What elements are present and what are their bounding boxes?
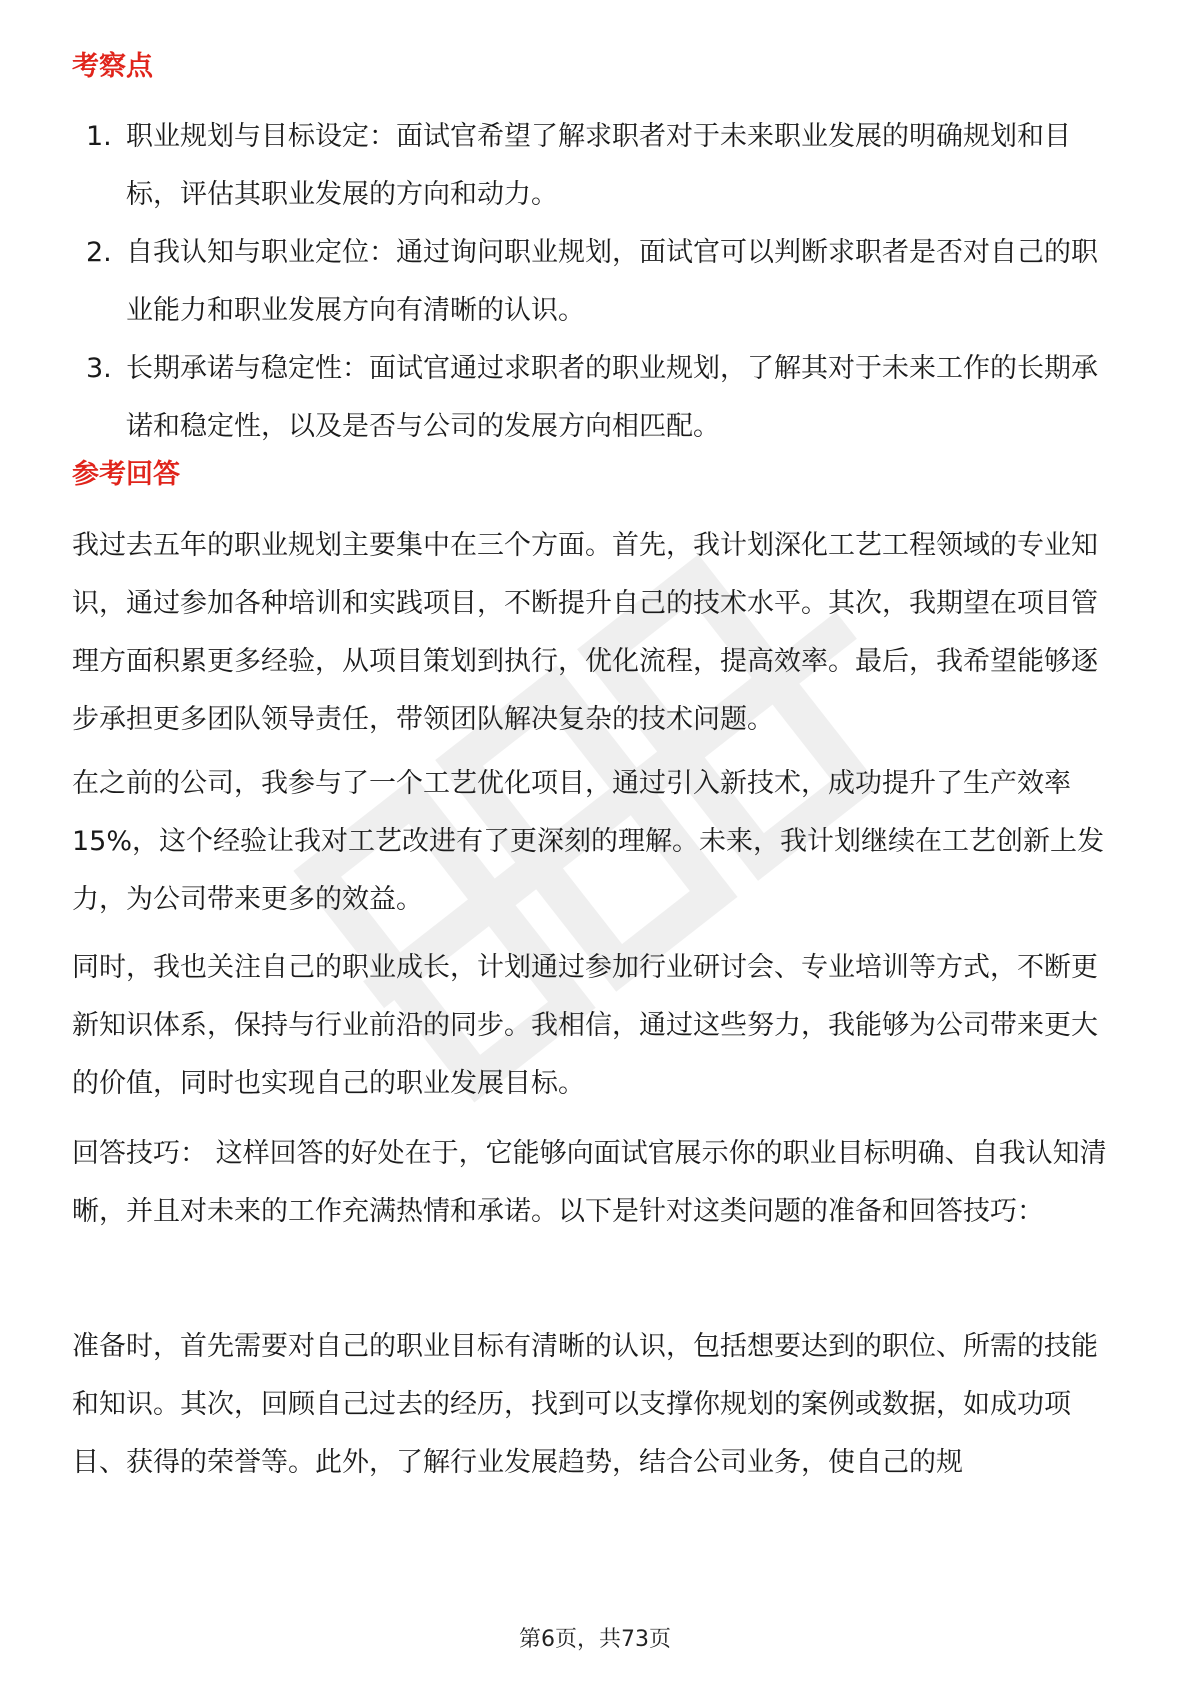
page-number: 第6页，共73页 bbox=[519, 1627, 671, 1652]
paragraph: 在之前的公司，我参与了一个工艺优化项目，通过引入新技术，成功提升了生产效率15%，这个经验让我对工艺改进有了更深刻的理解。未来，我计划继续在工艺创新上发力，为公司带来更多的效益。 bbox=[72, 768, 1105, 915]
list-item-text: 自我认知与职业定位：通过询问职业规划，面试官可以判断求职者是否对自己的职业能力和职业发展方向有清晰的认识。 bbox=[126, 237, 1098, 326]
list-item bbox=[72, 224, 1122, 340]
list-item-number: 1. bbox=[86, 121, 112, 152]
paragraph: 我过去五年的职业规划主要集中在三个方面。首先，我计划深化工艺工程领域的专业知识，通过参加各种培训和实践项目，不断提升自己的技术水平。其次，我期望在项目管理方面积累更多经验，从项目策划到执行，优化流程，提高效率。最后，我希望能够逐步承担更多团队领导责任，带领团队解决复杂的技术问题。 bbox=[72, 530, 1098, 735]
section-title-exam-points: 考察点 bbox=[72, 51, 153, 82]
list-item bbox=[72, 108, 1122, 224]
paragraph: 同时，我也关注自己的职业成长，计划通过参加行业研讨会、专业培训等方式，不断更新知识体系，保持与行业前沿的同步。我相信，通过这些努力，我能够为公司带来更大的价值，同时也实现自己的职业发展目标。 bbox=[72, 952, 1098, 1099]
section-title-reference-answer: 参考回答 bbox=[72, 459, 180, 490]
list-item-number: 2. bbox=[86, 237, 112, 268]
list-item bbox=[72, 340, 1122, 456]
list-item-text: 长期承诺与稳定性：面试官通过求职者的职业规划，了解其对于未来工作的长期承诺和稳定性，以及是否与公司的发展方向相匹配。 bbox=[126, 353, 1098, 442]
paragraph: 回答技巧： 这样回答的好处在于，它能够向面试官展示你的职业目标明确、自我认知清晰，并且对未来的工作充满热情和承诺。以下是针对这类问题的准备和回答技巧： bbox=[72, 1138, 1107, 1227]
list-item-number: 3. bbox=[86, 353, 112, 384]
exam-points-list bbox=[72, 108, 1122, 456]
list-item-text: 职业规划与目标设定：面试官希望了解求职者对于未来职业发展的明确规划和目标，评估其职业发展的方向和动力。 bbox=[126, 121, 1071, 210]
paragraph: 准备时，首先需要对自己的职业目标有清晰的认识，包括想要达到的职位、所需的技能和知识。其次，回顾自己过去的经历，找到可以支撑你规划的案例或数据，如成功项目、获得的荣誉等。此外，了解行业发展趋势，结合公司业务，使自己的规 bbox=[72, 1331, 1098, 1478]
